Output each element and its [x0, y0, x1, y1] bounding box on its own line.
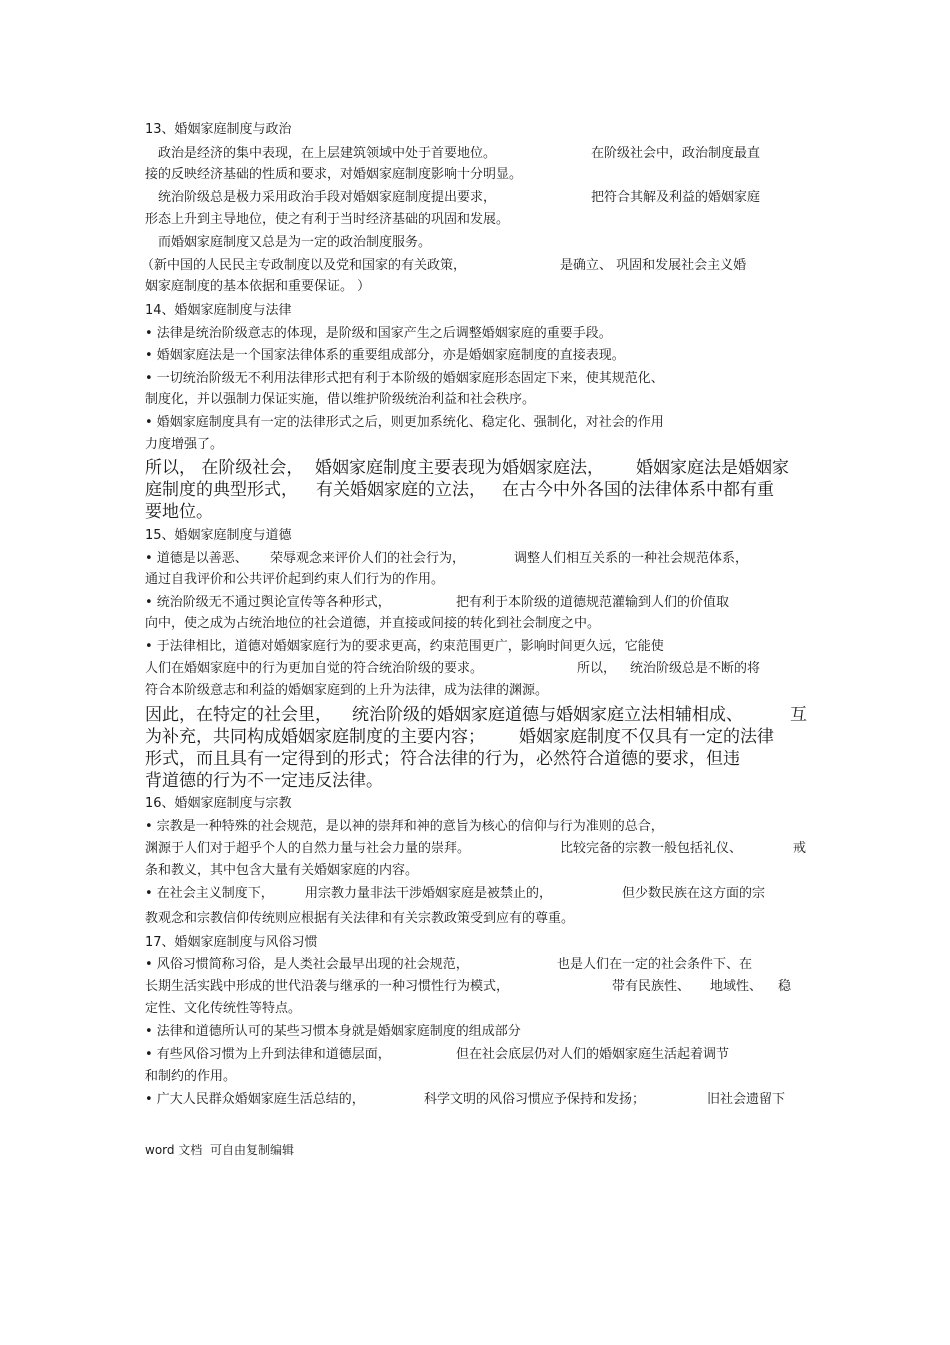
text-line: • 宗教是一种特殊的社会规范，是以神的崇拜和神的意旨为核心的信仰与行为准则的总合， [145, 819, 664, 834]
text-line: 地域性、 [710, 979, 763, 994]
text-line: 互 [790, 705, 807, 725]
text-line: 所以， [577, 661, 617, 676]
text-line: • 道德是以善恶、 [145, 551, 248, 566]
text-line: 所以， 在阶级社会， [145, 458, 304, 478]
text-line: • 法律和道德所认可的某些习惯本身就是婚姻家庭制度的组成部分 [145, 1024, 521, 1039]
text-line: 人们在婚姻家庭中的行为更加自觉的符合统治阶级的要求。 [145, 661, 484, 676]
text-line: • 法律是统治阶级意志的体现，是阶级和国家产生之后调整婚姻家庭的重要手段。 [145, 326, 612, 341]
section-14-heading: 14、婚姻家庭制度与法律 [145, 303, 292, 318]
text-line: • 风俗习惯简称习俗，是人类社会最早出现的社会规范， [145, 957, 469, 972]
text-line: 形式，而且具有一定得到的形式；符合法律的行为，必然符合道德的要求，但违 [145, 749, 740, 769]
text-line: 稳 [778, 979, 792, 994]
text-line: 形态上升到主导地位，使之有利于当时经济基础的巩固和发展。 [145, 212, 510, 227]
text-line: 旧社会遗留下 [707, 1092, 786, 1107]
text-line: 但少数民族在这方面的宗 [622, 886, 766, 901]
text-line: 科学文明的风俗习惯应予保持和发扬； [424, 1092, 646, 1107]
text-line: 和制约的作用。 [145, 1069, 237, 1084]
text-line: 比较完备的宗教一般包括礼仪、 [560, 841, 743, 856]
text-line: 在古今中外各国的法律体系中都有重 [502, 480, 774, 500]
text-line: • 婚姻家庭法是一个国家法律体系的重要组成部分，亦是婚姻家庭制度的直接表现。 [145, 348, 625, 363]
section-15-heading: 15、婚姻家庭制度与道德 [145, 528, 292, 543]
text-line: 婚姻家庭制度不仅具有一定的法律 [519, 727, 774, 747]
text-line: 把符合其解及利益的婚姻家庭 [591, 190, 761, 205]
text-line: 姻家庭制度的基本依据和重要保证。 ） [145, 279, 371, 294]
text-line: • 婚姻家庭制度具有一定的法律形式之后，则更加系统化、稳定化、强制化，对社会的作用 [145, 415, 664, 430]
text-line: 教观念和宗教信仰传统则应根据有关法律和有关宗教政策受到应有的尊重。 [145, 911, 575, 926]
text-line: 条和教义，其中包含大量有关婚姻家庭的内容。 [145, 863, 419, 878]
text-line: 力度增强了。 [145, 437, 224, 452]
text-line: 也是人们在一定的社会条件下、在 [557, 957, 753, 972]
text-line: 长期生活实践中形成的世代沿袭与继承的一种习惯性行为模式， [145, 979, 510, 994]
text-line: 婚姻家庭法是婚姻家 [636, 458, 789, 478]
text-line: 戒 [793, 841, 807, 856]
text-line: • 广大人民群众婚姻家庭生活总结的， [145, 1092, 365, 1107]
text-line: 符合本阶级意志和利益的婚姻家庭到的上升为法律，成为法律的渊源。 [145, 683, 549, 698]
text-line: 荣辱观念来评价人们的社会行为， [270, 551, 466, 566]
text-line: • 有些风俗习惯为上升到法律和道德层面， [145, 1047, 391, 1062]
section-16-heading: 16、婚姻家庭制度与宗教 [145, 796, 292, 811]
text-line: 向中，使之成为占统治地位的社会道德，并直接或间接的转化到社会制度之中。 [145, 616, 601, 631]
text-line: 统治阶级总是极力采用政治手段对婚姻家庭制度提出要求， [158, 190, 497, 205]
text-line: 但在社会底层仍对人们的婚姻家庭生活起着调节 [456, 1047, 730, 1062]
text-line: 背道德的行为不一定违反法律。 [145, 771, 383, 791]
text-line: 要地位。 [145, 502, 213, 522]
text-line: • 一切统治阶级无不利用法律形式把有利于本阶级的婚姻家庭形态固定下来，使其规范化、 [145, 371, 664, 386]
text-line: 在阶级社会中，政治制度最直 [591, 146, 761, 161]
text-line: （新中国的人民民主专政制度以及党和国家的有关政策， [141, 258, 467, 273]
text-line: 有关婚姻家庭的立法， [316, 480, 486, 500]
text-line: 通过自我评价和公共评价起到约束人们行为的作用。 [145, 572, 445, 587]
text-line: • 在社会主义制度下， [145, 886, 274, 901]
text-line: 制度化，并以强制力保证实施，借以维护阶级统治利益和社会秩序。 [145, 392, 536, 407]
section-17-heading: 17、婚姻家庭制度与风俗习惯 [145, 935, 318, 950]
text-line: 庭制度的典型形式， [145, 480, 298, 500]
text-line: 政治是经济的集中表现，在上层建筑领域中处于首要地位。 [158, 146, 497, 161]
text-line: 婚姻家庭制度主要表现为婚姻家庭法， [315, 458, 604, 478]
text-line: 为补充，共同构成婚姻家庭制度的主要内容； [145, 727, 485, 747]
text-line: 渊源于人们对于超乎个人的自然力量与社会力量的崇拜。 [145, 841, 471, 856]
text-line: 因此，在特定的社会里， [145, 705, 332, 725]
text-line: 用宗教力量非法干涉婚姻家庭是被禁止的， [305, 886, 553, 901]
text-line: 把有利于本阶级的道德规范灌输到人们的价值取 [456, 595, 730, 610]
text-line: 统治阶级总是不断的将 [630, 661, 761, 676]
text-line: 统治阶级的婚姻家庭道德与婚姻家庭立法相辅相成、 [352, 705, 743, 725]
text-line: 带有民族性、 [612, 979, 691, 994]
text-line: 调整人们相互关系的一种社会规范体系， [514, 551, 749, 566]
text-line: 而婚姻家庭制度又总是为一定的政治制度服务。 [158, 235, 432, 250]
text-line: • 统治阶级无不通过舆论宣传等各种形式， [145, 595, 391, 610]
text-line: 是确立、 巩固和发展社会主义婚 [560, 258, 747, 273]
text-line: 定性、文化传统性等特点。 [145, 1001, 302, 1016]
text-line: 接的反映经济基础的性质和要求，对婚姻家庭制度影响十分明显。 [145, 167, 523, 182]
section-13-heading: 13、婚姻家庭制度与政治 [145, 122, 292, 137]
text-line: • 于法律相比，道德对婚姻家庭行为的要求更高，约束范围更广，影响时间更久远，它能使 [145, 639, 664, 654]
page-footer: word 文档 可自由复制编辑 [145, 1143, 294, 1157]
